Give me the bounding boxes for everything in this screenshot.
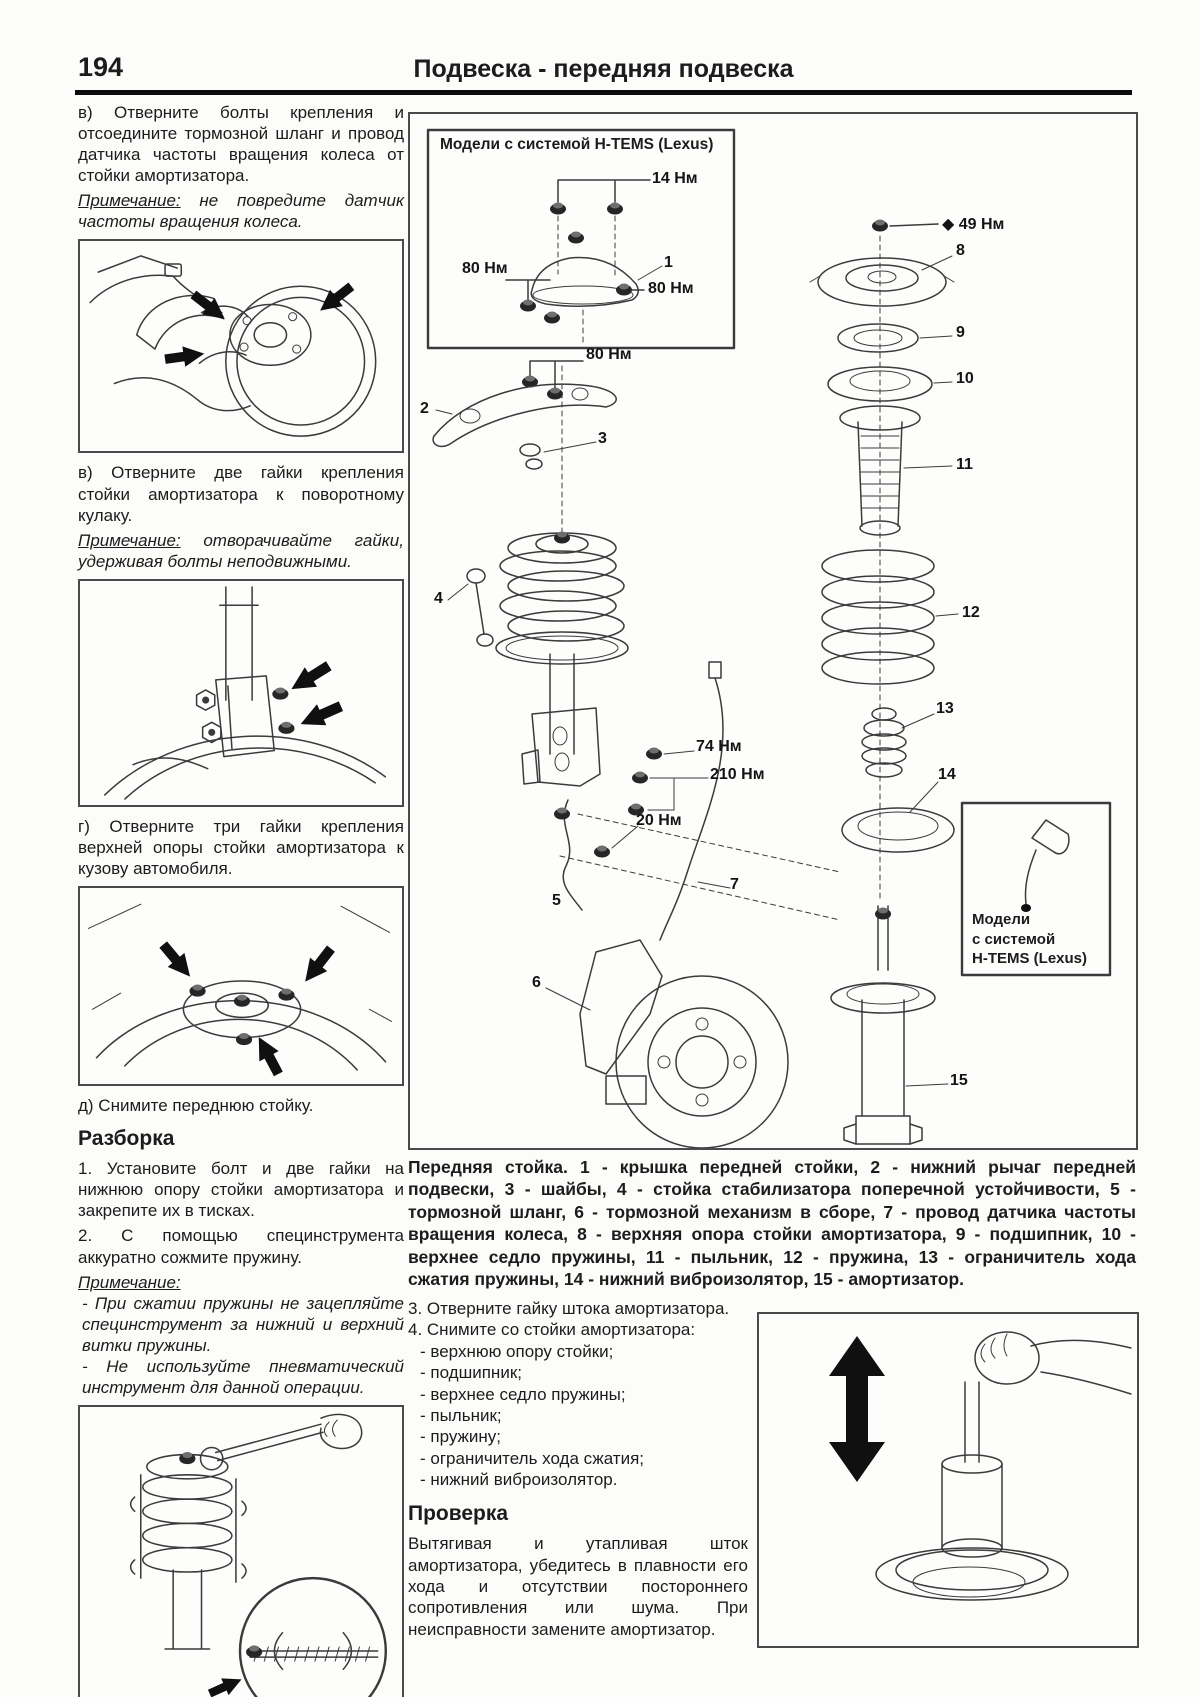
arrow-icon xyxy=(164,344,206,370)
figure-top-mount xyxy=(78,886,404,1086)
arrow-icon xyxy=(314,279,358,320)
torque-label-210nm: 210 Нм xyxy=(710,766,765,783)
double-arrow-icon xyxy=(829,1336,885,1482)
note-text: отворачивайте гайки, удерживая болты неподвижными. xyxy=(78,530,404,571)
part-number-13: 13 xyxy=(936,700,954,717)
torque-label-80nm-mid: 80 Нм xyxy=(586,346,632,363)
note-sensor xyxy=(78,190,404,232)
torque-label-49nm: ◆ 49 Нм xyxy=(942,216,1005,233)
disassembly-step-1: 1. Установите болт и две гайки на нижнюю опору стойки амортизатора и закрепите их в тисках. xyxy=(78,1159,404,1221)
spring-compressor-illustration xyxy=(80,1407,402,1697)
part-number-11: 11 xyxy=(956,456,973,473)
header-rule xyxy=(75,90,1132,95)
step-3: 3. Отверните гайку штока амортизатора. xyxy=(408,1299,730,1318)
instruction-step-three-nuts: г) Отверните три гайки крепления верхней опоры стойки амортизатора к кузову автомобиля. xyxy=(78,816,404,879)
list-item: - пружину; xyxy=(420,1427,502,1447)
arrow-icon xyxy=(297,942,340,988)
section-heading-check: Проверка xyxy=(408,1501,509,1525)
torque-label-20nm: 20 Нм xyxy=(636,812,682,829)
section-heading-disassembly: Разборка xyxy=(78,1127,175,1151)
list-item: - подшипник; xyxy=(420,1363,522,1383)
part-number-5: 5 xyxy=(552,892,561,909)
part-number-3: 3 xyxy=(598,430,607,447)
step-4: 4. Снимите со стойки амортизатора: xyxy=(408,1320,696,1340)
strut-knuckle-illustration xyxy=(80,581,402,801)
part-number-8: 8 xyxy=(956,242,965,259)
note-spring-compression xyxy=(78,1272,404,1398)
note-label: Примечание: xyxy=(78,191,181,211)
disassembly-step-2: 2. С помощью специнструмента аккуратно сожмите пружину. xyxy=(78,1226,404,1267)
figure-strut-knuckle xyxy=(78,579,404,807)
list-item: - верхнее седло пружины; xyxy=(420,1384,626,1404)
front-strut-exploded-illustration xyxy=(410,114,1136,1148)
figure-spring-compressor xyxy=(78,1405,404,1697)
arrow-icon xyxy=(206,1671,245,1697)
htems-side-line2: с системой xyxy=(972,930,1056,948)
list-item: - ограничитель хода сжатия; xyxy=(420,1448,645,1468)
list-item: - Не используйте пневматический инструмент для данной операции. xyxy=(82,1356,404,1397)
arrow-icon xyxy=(296,695,346,734)
figure-brake-hub xyxy=(78,239,404,453)
left-column xyxy=(78,102,404,1697)
note-hold-bolts xyxy=(78,530,404,572)
part-number-6: 6 xyxy=(532,974,541,991)
instruction-step-two-nuts: в) Отверните две гайки крепления стойки амортизатора к поворотному кулаку. xyxy=(78,463,404,525)
torque-label-80nm-left: 80 Нм xyxy=(462,260,508,277)
part-number-10: 10 xyxy=(956,370,974,387)
arrow-icon xyxy=(249,1032,288,1079)
arrow-icon xyxy=(155,938,199,984)
note-text: не повредите датчик частоты вращения колеса. xyxy=(78,191,404,232)
part-number-2: 2 xyxy=(420,400,429,417)
part-number-12: 12 xyxy=(962,604,980,621)
htems-side-line1: Модели xyxy=(972,911,1031,928)
brake-hub-illustration xyxy=(80,241,402,447)
instruction-step-remove-strut: д) Снимите переднюю стойку. xyxy=(78,1096,314,1116)
torque-label-80nm-right: 80 Нм xyxy=(648,280,694,297)
list-item: - пыльник; xyxy=(420,1406,502,1426)
page-title: Подвеска - передняя подвеска xyxy=(413,55,794,83)
part-number-14: 14 xyxy=(938,766,956,783)
part-number-9: 9 xyxy=(956,324,965,341)
note-label: Примечание: xyxy=(78,530,181,550)
figure-shock-test xyxy=(757,1312,1139,1648)
htems-box-label: Модели с системой H-TEMS (Lexus) xyxy=(440,136,714,153)
diagram-caption: Передняя стойка. 1 - крышка передней стойки, 2 - нижний рычаг передней подвески, 3 - шайбы, 4 - стойка стабилизатора поперечной устойчивости, 5 - тормозной шланг, 6 - тормозной механизм в сборе, 7 - провод датчика частоты вращения колеса, 8 - верхняя опора стойки амортизатора, 9 - подшипник, 10 - верхнее седло пружины, 11 - пыльник, 12 - пружина, 13 - ограничитель хода сжатия пружины, 14 - нижний виброизолятор, 15 - амортизатор. xyxy=(408,1157,1136,1289)
part-number-4: 4 xyxy=(434,590,443,607)
htems-side-line3: H-TEMS (Lexus) xyxy=(972,950,1088,967)
page-number: 194 xyxy=(78,52,124,82)
torque-label-74nm: 74 Нм xyxy=(696,738,742,755)
note-label: Примечание: xyxy=(78,1272,181,1292)
instruction-step-disconnect-hose: в) Отверните болты крепления и отсоедините тормозной шланг и провод датчика частоты вращения колеса от стойки амортизатора. xyxy=(78,103,404,186)
list-item: - нижний виброизолятор. xyxy=(420,1470,618,1490)
shock-test-illustration xyxy=(759,1314,1133,1642)
list-item: - верхнюю опору стойки; xyxy=(420,1341,614,1361)
htems-side-box-label xyxy=(972,910,1106,969)
part-number-15: 15 xyxy=(950,1072,968,1089)
lower-steps-column xyxy=(408,1298,748,1640)
part-number-1: 1 xyxy=(664,254,673,271)
list-item: - При сжатии пружины не зацепляйте специнструмент за нижний и верхний витки пружины. xyxy=(82,1293,404,1355)
arrow-icon xyxy=(285,656,335,699)
top-mount-illustration xyxy=(80,888,402,1080)
part-number-7: 7 xyxy=(730,876,739,893)
check-text: Вытягивая и утапливая шток амортизатора, убедитесь в плавности его хода и отсутствии постороннего сопротивления или шума. При неисправности замените амортизатор. xyxy=(408,1534,748,1639)
torque-label-14nm: 14 Нм xyxy=(652,170,698,187)
exploded-diagram-frame xyxy=(408,112,1138,1150)
